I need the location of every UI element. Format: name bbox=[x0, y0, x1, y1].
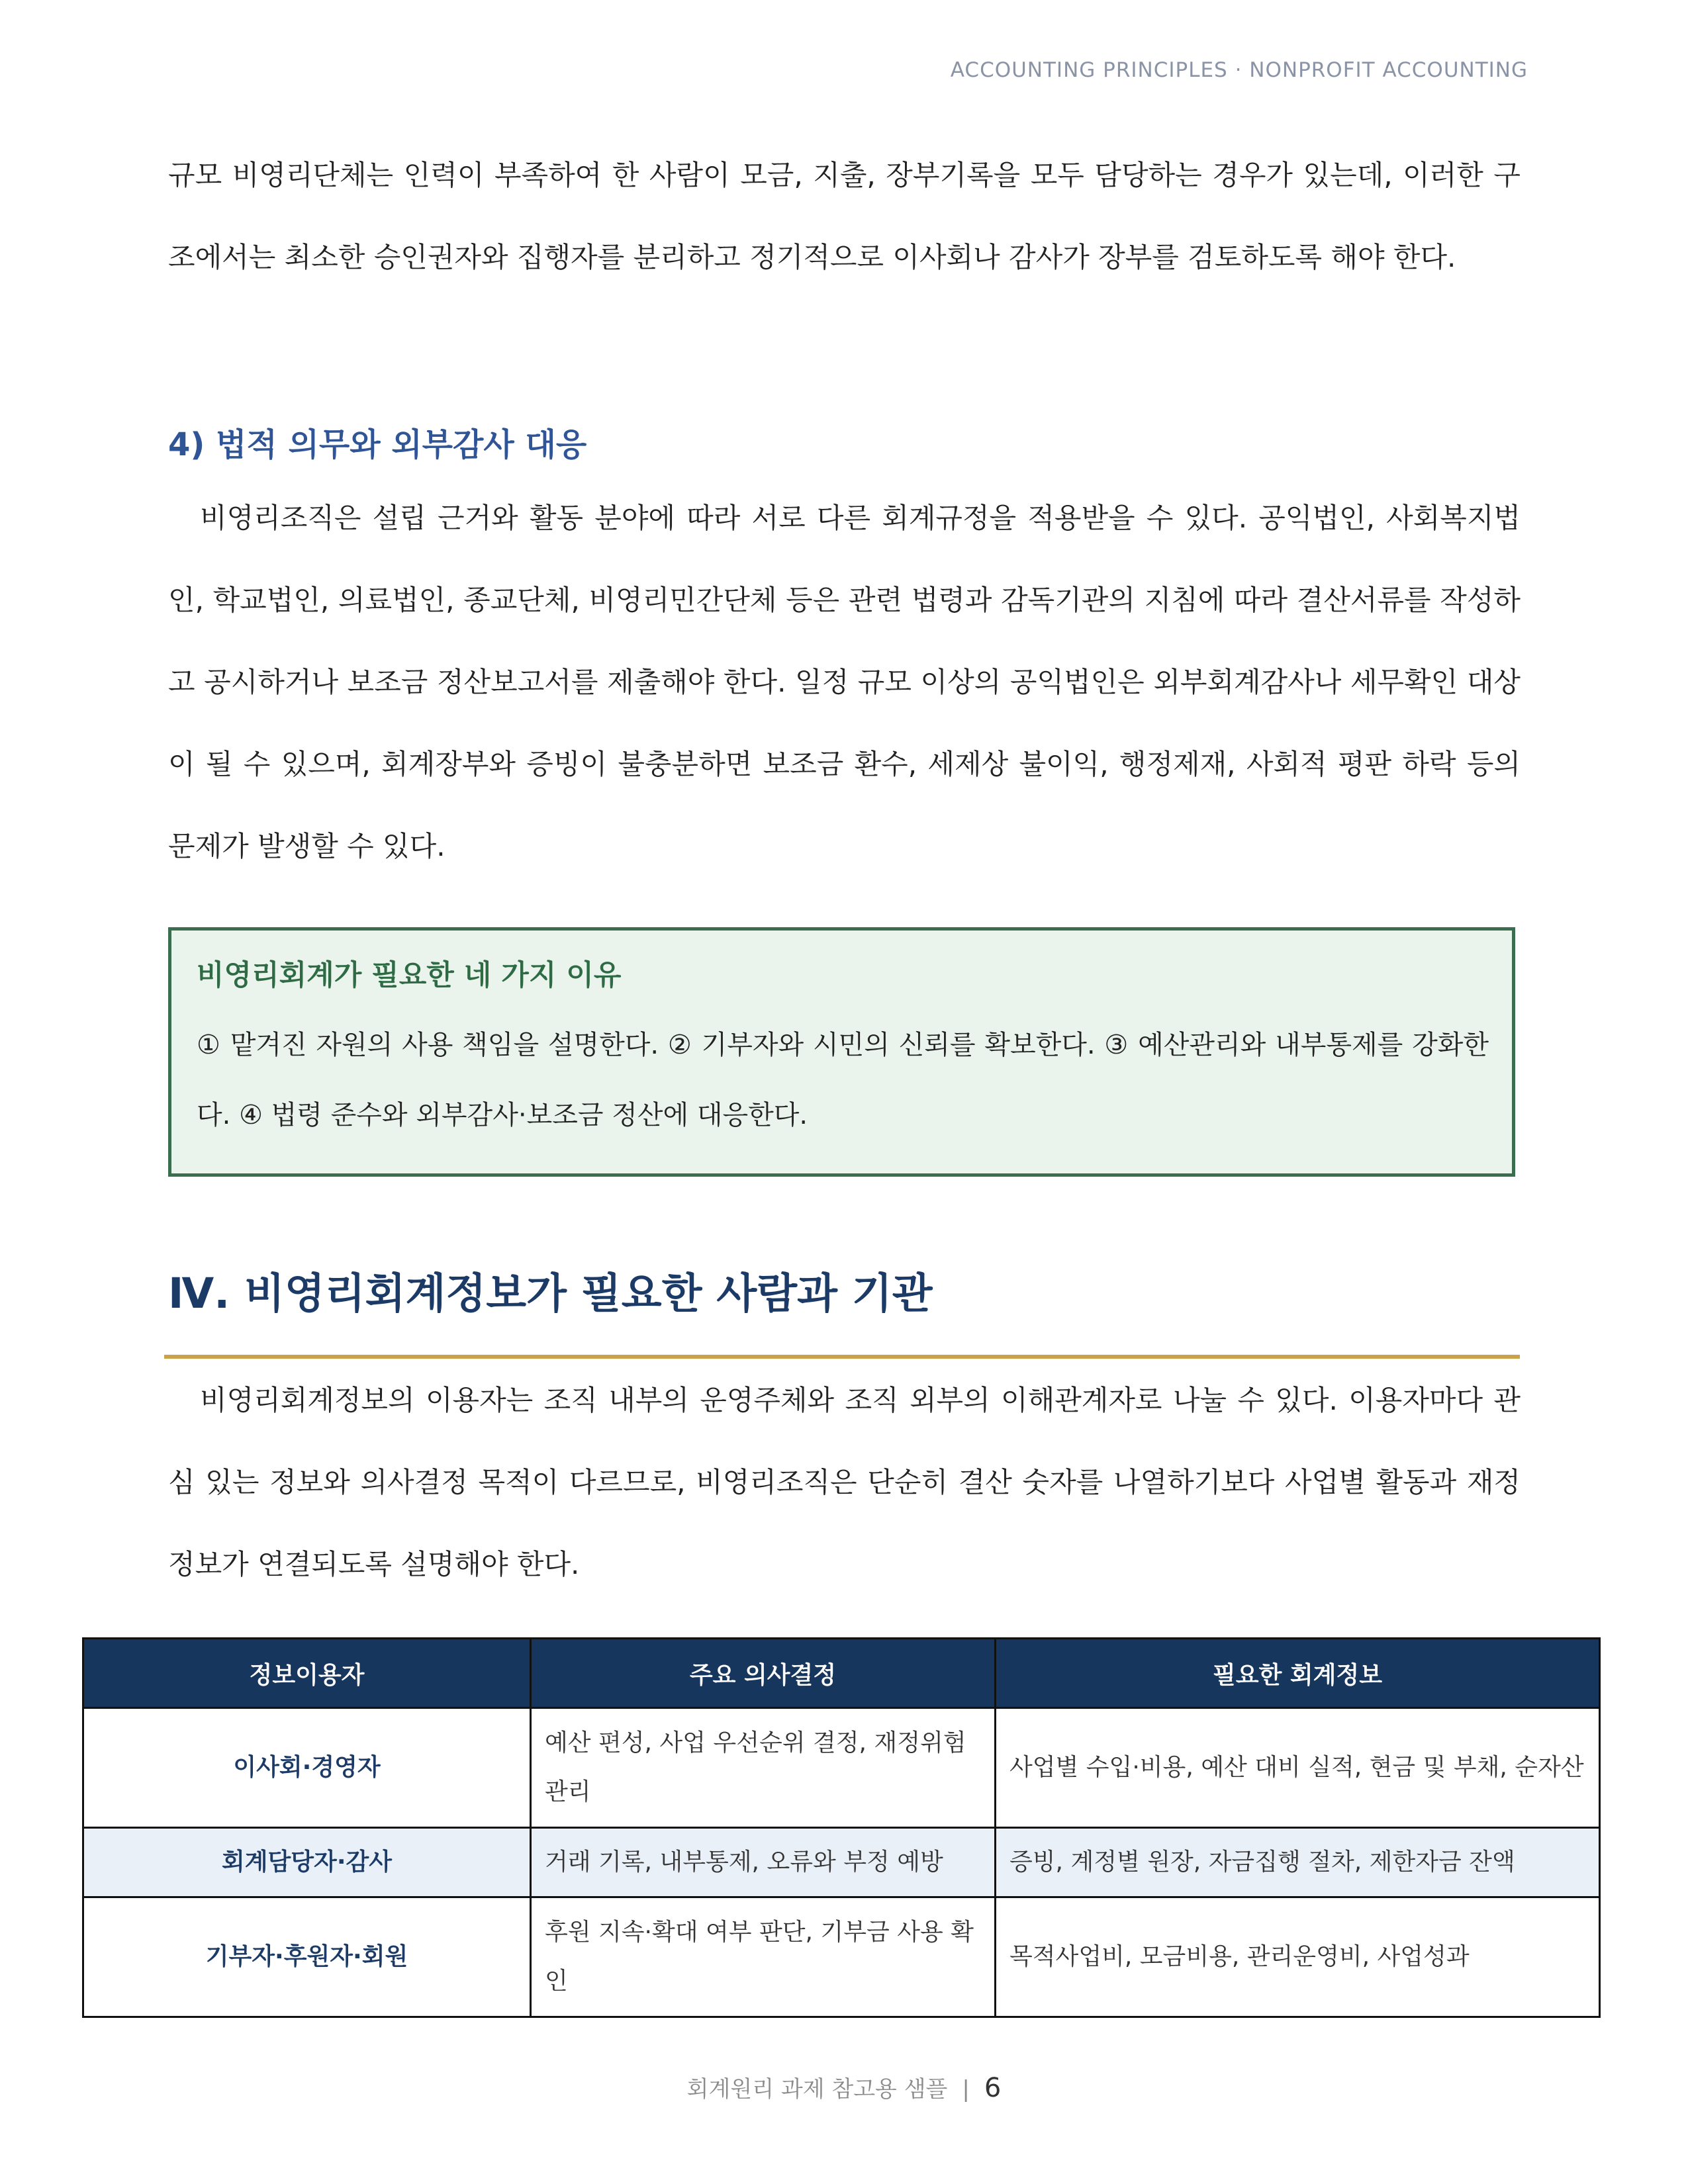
table-header-cell: 주요 의사결정 bbox=[531, 1639, 996, 1708]
subsection-paragraph-block bbox=[168, 477, 1521, 887]
callout-title: 비영리회계가 필요한 네 가지 이유 bbox=[197, 959, 622, 992]
intro-paragraph: 규모 비영리단체는 인력이 부족하여 한 사람이 모금, 지출, 장부기록을 모두 담당하는 경우가 있는데, 이러한 구조에서는 최소한 승인권자와 집행자를 분리하고 정기적으로 이사회나 감사가 장부를 검토하도록 해야 한다. bbox=[168, 159, 1521, 273]
intro-paragraph-block bbox=[168, 134, 1521, 298]
table-header-cell: 정보이용자 bbox=[83, 1639, 531, 1708]
table-cell-decision: 후원 지속·확대 여부 판단, 기부금 사용 확인 bbox=[531, 1897, 996, 2017]
section-title: Ⅳ. 비영리회계정보가 필요한 사람과 기관 bbox=[168, 1269, 933, 1318]
table-cell-user: 기부자·후원자·회원 bbox=[83, 1897, 531, 2017]
footer-separator: | bbox=[962, 2076, 970, 2103]
section-divider bbox=[164, 1355, 1520, 1359]
table-row bbox=[83, 1897, 1600, 2017]
callout-body: ① 맡겨진 자원의 사용 책임을 설명한다. ② 기부자와 시민의 신뢰를 확보한다. ③ 예산관리와 내부통제를 강화한다. ④ 법령 준수와 외부감사·보조금 정산에 대응한다. bbox=[197, 1030, 1489, 1130]
table-row bbox=[83, 1828, 1600, 1897]
running-header: ACCOUNTING PRINCIPLES · NONPROFIT ACCOUNTING bbox=[950, 58, 1528, 82]
info-users-table bbox=[82, 1637, 1601, 2018]
table-cell-user: 이사회·경영자 bbox=[83, 1708, 531, 1828]
page-footer bbox=[0, 2071, 1688, 2106]
table-header-cell: 필요한 회계정보 bbox=[996, 1639, 1600, 1708]
footer-label: 회계원리 과제 참고용 샘플 bbox=[686, 2076, 948, 2103]
table-cell-info: 사업별 수입·비용, 예산 대비 실적, 현금 및 부채, 순자산 bbox=[996, 1708, 1600, 1828]
page-number: 6 bbox=[984, 2073, 1002, 2103]
table-cell-decision: 거래 기록, 내부통제, 오류와 부정 예방 bbox=[531, 1828, 996, 1897]
subsection-heading: 4) 법적 의무와 외부감사 대응 bbox=[168, 426, 587, 463]
reasons-callout-box bbox=[168, 927, 1515, 1177]
table-cell-user: 회계담당자·감사 bbox=[83, 1828, 531, 1897]
table-cell-decision: 예산 편성, 사업 우선순위 결정, 재정위험 관리 bbox=[531, 1708, 996, 1828]
table-cell-info: 목적사업비, 모금비용, 관리운영비, 사업성과 bbox=[996, 1897, 1600, 2017]
subsection-paragraph: 비영리조직은 설립 근거와 활동 분야에 따라 서로 다른 회계규정을 적용받을 수 있다. 공익법인, 사회복지법인, 학교법인, 의료법인, 종교단체, 비영리민간단체 등은 관련 법령과 감독기관의 지침에 따라 결산서류를 작성하고 공시하거나 보조금 정산보고서를 제출해야 한다. 일정 규모 이상의 공익법인은 외부회계감사나 세무확인 대상이 될 수 있으며, 회계장부와 증빙이 불충분하면 보조금 환수, 세제상 불이익, 행정제재, 사회적 평판 하락 등의 문제가 발생할 수 있다. bbox=[168, 502, 1521, 862]
section-paragraph-block bbox=[168, 1359, 1521, 1606]
table-header-row bbox=[83, 1639, 1600, 1708]
section-paragraph: 비영리회계정보의 이용자는 조직 내부의 운영주체와 조직 외부의 이해관계자로 나눌 수 있다. 이용자마다 관심 있는 정보와 의사결정 목적이 다르므로, 비영리조직은 단순히 결산 숫자를 나열하기보다 사업별 활동과 재정정보가 연결되도록 설명해야 한다. bbox=[168, 1384, 1521, 1580]
table-cell-info: 증빙, 계정별 원장, 자금집행 절차, 제한자금 잔액 bbox=[996, 1828, 1600, 1897]
table-row bbox=[83, 1708, 1600, 1828]
